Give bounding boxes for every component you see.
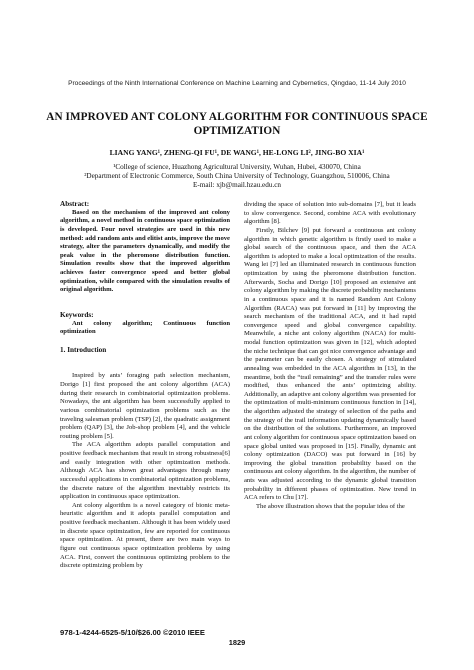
affiliation-2: ²Department of Electronic Commerce, South China University of Technology, Guangzhou, 510006, China xyxy=(84,172,390,181)
contact-email: E-mail: xjb@mail.hzau.edu.cn xyxy=(192,181,282,190)
keywords-heading: Keywords: xyxy=(60,310,94,319)
abstract-text: Based on the mechanism of the improved ant colony algorithm, a novel method in continuous space optimization is developed. Four novel strategies are used in this new method: add random ants and elitist ants, improve the move strategy, alter the parameters dynamically, and modify the peak value in the pheromone distribution function. Simulation results show that the improved algorithm achieves faster convergence speed and better global optimization, while compared with the simulation results of original algorithm. xyxy=(60,208,230,294)
isbn-footer: 978-1-4244-6525-5/10/$26.00 ©2010 IEEE xyxy=(60,628,205,637)
abstract-heading: Abstract: xyxy=(60,200,90,208)
paper-title xyxy=(40,110,434,138)
affiliations xyxy=(40,163,434,191)
title-line-1: AN IMPROVED ANT COLONY ALGORITHM FOR CONTINUOUS SPACE xyxy=(46,111,428,123)
left-column xyxy=(60,200,230,571)
author-list: LIANG YANG¹, ZHENG-QI FU¹, DE WANG¹, HE-LONG LI², JING-BO XIA¹ xyxy=(109,148,365,157)
affiliation-1: ¹College of science, Huazhong Agricultural University, Wuhan, Hubei, 430070, China xyxy=(113,163,361,171)
body-paragraph: Inspired by ants’ foraging path selection mechanism, Dorigo [1] first proposed the ant colony algorithm (ACA) during their research in combinatorial optimization problems. Nowadays, the ant algorithm has been successfully applied to various combinatorial optimization problems such as the traveling salesman problem (TSP) [2], the quadratic assignment problem (QAP) [3], the Job-shop problem [4], and the vehicle routing problem [5]. xyxy=(60,372,230,440)
right-column xyxy=(244,201,416,512)
section-heading-introduction: 1. Introduction xyxy=(60,345,107,354)
body-paragraph: Firstly, Bilchev [9] put forward a continuous ant colony algorithm in which genetic algorithm is firstly used to make a global search of the continuous space, and then the ACA algorithm is adopted to make a local optimization of the results. Wang lei [7] led an illuminated research in continuous function optimization by using the pheromone distribution function. Afterwards, Socha and Dorigo [10] proposed an extensive ant colony algorithm by making the discrete probability mechanisms in a continuous space and it is named Random Ant Colony Algorithm (RACA) was put forward in [11] by improving the search mechanism of the traditional ACA, and it had rapid convergence speed and global convergence capability. Meanwhile, a niche ant colony algorithm (NACA) for multi-modal function optimization was given in [12], which adopted the niche technique that can got nice convergence advantage and the parameter can be easily chosen. A strategy of stimulated annealing was embedded in the ACA algorithm in [13], in the meantime, both the “trail remaining” and the transfer rules were modified, thus enhanced the ants’ optimizing ability. Additionally, an adaptive ant colony algorithm was presented for the optimization of multi-minimum continuous function in [14], the algorithm adjusted the strategy of selection of the paths and the strategy of the trail information updating dynamically based on the distribution of the solutions. Furthermore, an improved ant colony algorithm for continuous space optimization based on space global united was proposed in [15]. Finally, dynamic ant colony optimization (DACO) was put forward in [16] by improving the global transition probability based on the continuous ant colony algorithm. In the algorithm, the number of ants was adjusted according to the dynamic global transition probability in different phases of optimization. New trend in ACA refers to Chu [17]. xyxy=(244,226,416,502)
body-paragraph: The above illustration shows that the popular idea of the xyxy=(256,502,405,510)
proceedings-header: Proceedings of the Ninth International Conference on Machine Learning and Cybernetics, Qingdao, 11-14 July 2010 xyxy=(68,80,406,87)
keywords-text: Ant colony algorithm; Continuous function optimization xyxy=(60,319,230,336)
body-paragraph: Ant colony algorithm is a novel category of bionic meta-heuristic algorithm and it adopts parallel computation and positive feedback mechanism. Although it has been widely used in discrete space optimization, few are reported for continuous space optimization. At present, there are two main ways to figure out continuous space optimization problems by using ACA. First, convert the continuous optimizing problem to the discrete optimizing problem by xyxy=(60,501,230,570)
title-line-2: OPTIMIZATION xyxy=(193,125,281,137)
body-paragraph: dividing the space of solution into sub-domains [7], but it leads to slow convergence. Second, combine ACA with evolutionary algorithm [8]. xyxy=(244,201,416,226)
body-paragraph: The ACA algorithm adopts parallel computation and positive feedback mechanism that result in strong robustness[6] and easily integration with other optimization methods. Although ACA has shown great advantages through many successful applications in combinatorial optimization problems, the discrete nature of the algorithm inevitably restricts its application in continuous space optimization. xyxy=(60,441,230,501)
page-number: 1829 xyxy=(228,638,246,647)
